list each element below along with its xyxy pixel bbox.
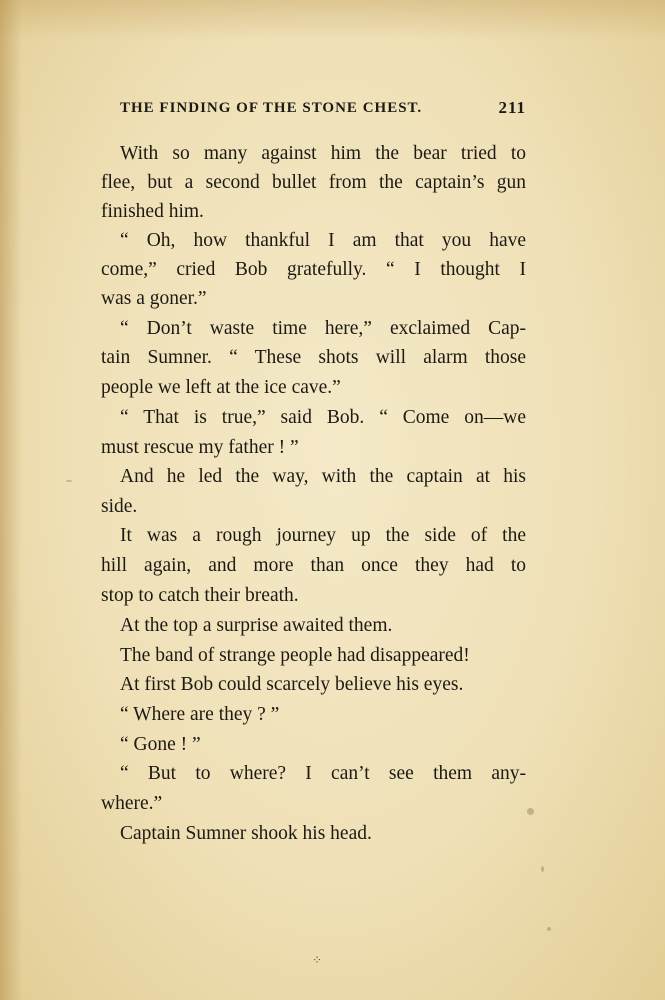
page-top-shadow — [0, 0, 665, 40]
text-line: “ Don’t waste time here,” exclaimed Cap- — [120, 318, 526, 339]
text-line: “ Where are they ? ” — [120, 704, 280, 725]
running-header — [120, 100, 526, 124]
footer-ornament: ⁘ — [312, 953, 323, 967]
text-line: must rescue my father ! ” — [101, 437, 299, 458]
text-line: stop to catch their breath. — [101, 585, 299, 606]
paper-spot — [66, 480, 72, 482]
text-line: And he led the way, with the captain at his — [120, 466, 526, 487]
text-line: At the top a surprise awaited them. — [120, 615, 393, 636]
text-line: people we left at the ice cave.” — [101, 377, 341, 398]
text-line: was a goner.” — [101, 288, 207, 309]
paper-spot — [527, 808, 534, 815]
text-line: hill again, and more than once they had to — [101, 555, 526, 576]
text-line: “ Oh, how thankful I am that you have — [120, 230, 526, 251]
text-line: tain Sumner. “ These shots will alarm those — [101, 347, 526, 368]
paper-spot — [547, 927, 551, 931]
paper-spot — [541, 866, 544, 872]
text-line: side. — [101, 496, 138, 517]
text-line: where.” — [101, 793, 163, 814]
text-line: The band of strange people had disappeared! — [120, 645, 470, 666]
text-line: “ Gone ! ” — [120, 734, 201, 755]
text-line: come,” cried Bob gratefully. “ I thought I — [101, 259, 526, 280]
text-line: With so many against him the bear tried to — [120, 143, 526, 164]
text-line: Captain Sumner shook his head. — [120, 823, 372, 844]
text-line: It was a rough journey up the side of the — [120, 525, 526, 546]
text-line: At first Bob could scarcely believe his eyes. — [120, 674, 464, 695]
page-edge-shadow — [0, 0, 22, 1000]
text-line: “ That is true,” said Bob. “ Come on—we — [120, 407, 526, 428]
text-line: “ But to where? I can’t see them any- — [120, 763, 526, 784]
page-number: 211 — [498, 98, 526, 117]
running-title: THE FINDING OF THE STONE CHEST. — [120, 100, 423, 116]
text-line: flee, but a second bullet from the captain’s gun — [101, 172, 526, 193]
text-line: finished him. — [101, 201, 204, 222]
